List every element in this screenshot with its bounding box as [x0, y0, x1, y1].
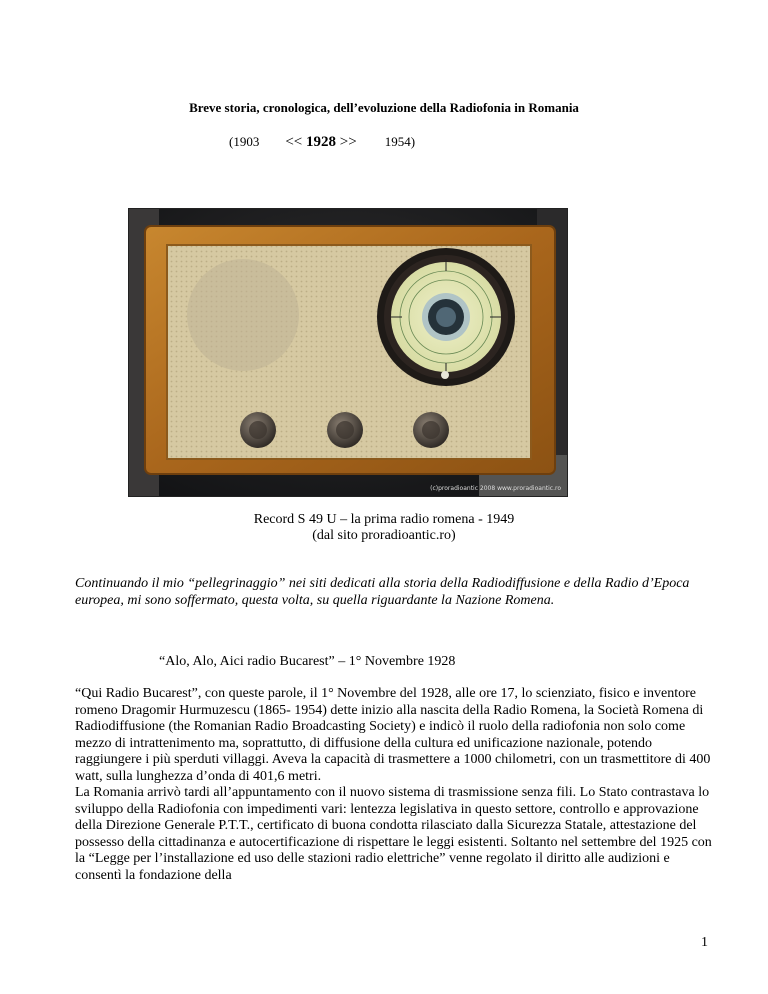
page-number: 1 — [701, 935, 708, 950]
body-text — [75, 686, 715, 884]
photo-caption-line2: (dal sito proradioantic.ro) — [312, 528, 456, 543]
date-start: (1903 — [229, 134, 260, 149]
date-highlight: << 1928 >> — [285, 134, 357, 150]
vintage-radio-illustration — [129, 209, 567, 496]
highlight-year: 1928 — [306, 134, 337, 150]
date-range — [229, 134, 415, 151]
section-heading-quote: “Alo, Alo, Aici radio Bucarest” – 1° Novembre 1928 — [159, 654, 456, 669]
intro-paragraph: Continuando il mio “pellegrinaggio” nei siti dedicati alla storia della Radiodiffusione e della Radio d’Epoca europea, mi sono soffermato, questa volta, su quella riguardante la Nazione Romena. — [75, 576, 690, 608]
photo-caption-line1: Record S 49 U – la prima radio romena - 1949 — [253, 512, 515, 527]
body-paragraph-1: “Qui Radio Bucarest”, con queste parole, il 1° Novembre del 1928, alle ore 17, lo scienziato, fisico e inventore romeno Dragomir Hurmuzescu (1865- 1954) dette inizio alla nascita della Radio Romena, la Società Romena di Radiodiffusione (the Romanian Radio Broadcasting Society) e indicò il ruolo della radiofonia non solo come mezzo di intrattenimento ma, soprattutto, di diffusione della cultura ed unificazione nazionale, potendo raggiungere i più sperduti villaggi. Aveva la capacità di trasmettere a 1000 chilometri, con un trasmettitore di 400 watt, sulla lunghezza d’onda di 401,6 metri. — [75, 686, 711, 784]
radio-photo — [128, 208, 568, 497]
document-title: Breve storia, cronologica, dell’evoluzione della Radiofonia in Romania — [189, 100, 579, 115]
date-end: 1954) — [384, 134, 416, 149]
body-paragraph-2: La Romania arrivò tardi all’appuntamento con il nuovo sistema di trasmissione senza fili. Lo Stato contrastava lo sviluppo della Radiofonia con impedimenti vari: lentezza legislativa in questo settore, controllo e approvazione della Direzione Generale P.T.T., certificato di buona condotta rilasciato dalla Sicurezza Statale, attestazione del possesso della cittadinanza e autocertificazione di rispettare le leggi esistenti. Soltanto nel settembre del 1925 con la “Legge per l’installazione ed uso delle stazioni radio elettriche” venne regolato il diritto alle audizioni e consentì la fondazione della — [75, 785, 712, 883]
photo-watermark: (c)proradioantic 2008 www.proradioantic.ro — [430, 485, 561, 492]
